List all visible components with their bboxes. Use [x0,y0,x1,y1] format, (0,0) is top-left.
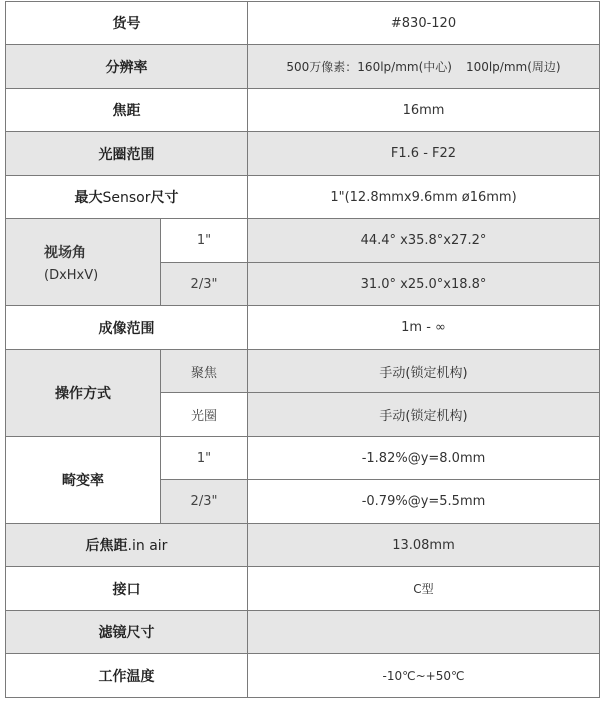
back-focal-value: 13.08mm [248,524,600,567]
operating-temp-value: -10℃~+50℃ [248,654,600,698]
max-sensor-label-b: Sensor [102,190,151,206]
aperture-value: F1.6 - F22 [248,132,600,176]
row-imaging-range [6,306,600,350]
mount-label: 接口 [6,567,248,611]
aperture-label: 光圈范围 [6,132,248,176]
row-operation-1 [6,350,600,393]
imaging-range-label: 成像范围 [6,306,248,350]
filter-size-label: 滤镜尺寸 [6,611,248,654]
row-aperture [6,132,600,176]
operation-value-1: 手动(锁定机构) [248,350,600,393]
row-filter-size [6,611,600,654]
aov-sub-2: 2/3" [161,263,248,306]
max-sensor-label [6,176,248,219]
row-aov-1 [6,219,600,263]
resolution-label: 分辨率 [6,45,248,89]
row-max-sensor [6,176,600,219]
filter-size-value [248,611,600,654]
aov-label-main: 视场角 [44,244,86,261]
mount-value: C型 [248,567,600,611]
back-focal-label [6,524,248,567]
row-back-focal [6,524,600,567]
row-operating-temp [6,654,600,698]
operation-sub-1: 聚焦 [161,350,248,393]
operating-temp-label: 工作温度 [6,654,248,698]
focal-length-label: 焦距 [6,89,248,132]
distortion-value-1: -1.82%@y=8.0mm [248,437,600,480]
operation-label: 操作方式 [6,350,161,437]
part-no-label: 货号 [6,2,248,45]
back-focal-label-suffix: .in air [127,538,168,554]
max-sensor-label-c: 尺寸 [150,190,179,206]
spec-table [5,1,600,698]
operation-sub-2: 光圈 [161,393,248,437]
resolution-edge: 100lp/mm(周边) [465,60,561,74]
distortion-value-2: -0.79%@y=5.5mm [248,480,600,524]
resolution-center: 500万像素：160lp/mm(中心) [286,60,452,74]
back-focal-label-main: 后焦距 [85,538,128,554]
focal-length-value: 16mm [248,89,600,132]
max-sensor-label-a: 最大 [74,190,103,206]
distortion-sub-1: 1" [161,437,248,480]
resolution-value [248,45,600,89]
aov-sub-1: 1" [161,219,248,263]
row-mount [6,567,600,611]
aov-label-sub: (DxHxV) [44,267,99,283]
part-no-value: #830-120 [248,2,600,45]
distortion-label: 畸变率 [6,437,161,524]
max-sensor-value: 1"(12.8mmx9.6mm ø16mm) [248,176,600,219]
aov-label [6,219,161,306]
row-distortion-1 [6,437,600,480]
row-part-no [6,2,600,45]
aov-value-2: 31.0° x25.0°x18.8° [248,263,600,306]
imaging-range-value: 1m - ∞ [248,306,600,350]
row-focal-length [6,89,600,132]
operation-value-2: 手动(锁定机构) [248,393,600,437]
aov-value-1: 44.4° x35.8°x27.2° [248,219,600,263]
row-resolution [6,45,600,89]
distortion-sub-2: 2/3" [161,480,248,524]
